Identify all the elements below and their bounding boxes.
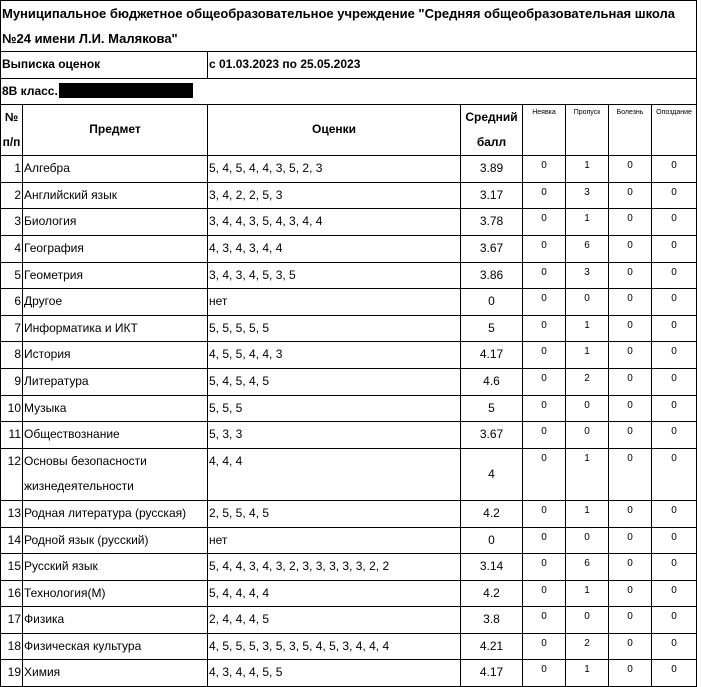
absent-cell: 0: [523, 633, 566, 660]
grades-cell: 4, 5, 5, 5, 3, 5, 3, 5, 4, 5, 3, 4, 4, 4: [208, 633, 461, 660]
absent-cell: 0: [523, 289, 566, 316]
skip-cell: 0: [566, 527, 609, 554]
illness-cell: 0: [609, 209, 652, 236]
absent-cell: 0: [523, 554, 566, 581]
average-cell: 4.2: [461, 500, 523, 527]
skip-cell: 1: [566, 315, 609, 342]
redacted-name-block: [59, 83, 193, 98]
late-cell: 0: [652, 289, 697, 316]
grades-cell: 5, 4, 5, 4, 4, 3, 5, 2, 3: [208, 156, 461, 183]
table-row: [1, 527, 697, 554]
average-cell: 3.14: [461, 554, 523, 581]
row-number: 2: [1, 182, 23, 209]
late-cell: 0: [652, 422, 697, 449]
skip-cell: 0: [566, 395, 609, 422]
row-number: 7: [1, 315, 23, 342]
illness-cell: 0: [609, 156, 652, 183]
column-header-row: [1, 105, 697, 156]
skip-cell: 1: [566, 660, 609, 687]
absent-cell: 0: [523, 422, 566, 449]
subject-cell: Английский язык: [23, 182, 208, 209]
late-cell: 0: [652, 209, 697, 236]
grades-cell: 5, 4, 4, 4, 4: [208, 580, 461, 607]
class-cell: [1, 78, 697, 105]
absent-cell: 0: [523, 209, 566, 236]
skip-cell: 1: [566, 448, 609, 500]
table-row: [1, 235, 697, 262]
grades-cell: 4, 4, 4: [208, 448, 461, 500]
illness-cell: 0: [609, 500, 652, 527]
absent-cell: 0: [523, 448, 566, 500]
row-number: 10: [1, 395, 23, 422]
skip-cell: 3: [566, 262, 609, 289]
illness-cell: 0: [609, 448, 652, 500]
subject-cell: Русский язык: [23, 554, 208, 581]
row-number: 15: [1, 554, 23, 581]
school-title: Муниципальное бюджетное общеобразовательное учреждение "Средняя общеобразовательная школа №24 имени Л.И. Малякова": [1, 1, 697, 52]
skip-cell: 6: [566, 554, 609, 581]
grades-cell: 3, 4, 3, 4, 5, 3, 5: [208, 262, 461, 289]
average-cell: 3.67: [461, 422, 523, 449]
illness-cell: 0: [609, 315, 652, 342]
grades-cell: 3, 4, 2, 2, 5, 3: [208, 182, 461, 209]
table-row: [1, 156, 697, 183]
late-cell: 0: [652, 554, 697, 581]
absent-cell: 0: [523, 235, 566, 262]
average-cell: 4.21: [461, 633, 523, 660]
average-cell: 0: [461, 289, 523, 316]
row-number: 4: [1, 235, 23, 262]
grades-cell: 3, 4, 4, 3, 5, 4, 3, 4, 4: [208, 209, 461, 236]
row-number: 1: [1, 156, 23, 183]
row-number: 14: [1, 527, 23, 554]
illness-cell: 0: [609, 580, 652, 607]
late-cell: 0: [652, 262, 697, 289]
table-row: [1, 262, 697, 289]
row-number: 18: [1, 633, 23, 660]
average-cell: 3.86: [461, 262, 523, 289]
absent-cell: 0: [523, 500, 566, 527]
illness-cell: 0: [609, 235, 652, 262]
illness-cell: 0: [609, 554, 652, 581]
skip-cell: 1: [566, 580, 609, 607]
grades-cell: 2, 4, 4, 4, 5: [208, 607, 461, 634]
table-row: [1, 368, 697, 395]
absent-cell: 0: [523, 660, 566, 687]
row-number: 12: [1, 448, 23, 500]
class-label: 8В класс.: [2, 83, 58, 98]
absent-cell: 0: [523, 527, 566, 554]
absent-cell: 0: [523, 262, 566, 289]
subject-cell: Литература: [23, 368, 208, 395]
subject-cell: Информатика и ИКТ: [23, 315, 208, 342]
grades-cell: 5, 5, 5, 5, 5: [208, 315, 461, 342]
late-cell: 0: [652, 607, 697, 634]
row-number: 13: [1, 500, 23, 527]
grades-cell: нет: [208, 527, 461, 554]
table-row: [1, 580, 697, 607]
table-row: [1, 289, 697, 316]
late-cell: 0: [652, 368, 697, 395]
illness-cell: 0: [609, 342, 652, 369]
subject-cell: Обществознание: [23, 422, 208, 449]
illness-cell: 0: [609, 633, 652, 660]
row-number: 19: [1, 660, 23, 687]
subject-cell: Геометрия: [23, 262, 208, 289]
illness-cell: 0: [609, 182, 652, 209]
late-cell: 0: [652, 156, 697, 183]
subject-cell: Биология: [23, 209, 208, 236]
table-row: [1, 448, 697, 500]
skip-cell: 6: [566, 235, 609, 262]
absent-cell: 0: [523, 395, 566, 422]
title-row: [1, 1, 697, 52]
subject-cell: Родной язык (русский): [23, 527, 208, 554]
absent-cell: 0: [523, 342, 566, 369]
subject-cell: История: [23, 342, 208, 369]
skip-cell: 1: [566, 209, 609, 236]
late-cell: 0: [652, 395, 697, 422]
late-cell: 0: [652, 235, 697, 262]
average-cell: 0: [461, 527, 523, 554]
skip-cell: 2: [566, 633, 609, 660]
subject-cell: Технология(М): [23, 580, 208, 607]
subject-cell: Физика: [23, 607, 208, 634]
skip-cell: 0: [566, 289, 609, 316]
absent-cell: 0: [523, 182, 566, 209]
subject-cell: Физическая культура: [23, 633, 208, 660]
table-row: [1, 315, 697, 342]
col-average-header: Средний балл: [461, 105, 523, 156]
row-number: 9: [1, 368, 23, 395]
illness-cell: 0: [609, 368, 652, 395]
average-cell: 4.2: [461, 580, 523, 607]
subject-cell: Родная литература (русская): [23, 500, 208, 527]
row-number: 8: [1, 342, 23, 369]
table-row: [1, 633, 697, 660]
report-period: с 01.03.2023 по 25.05.2023: [208, 52, 697, 79]
subject-cell: Музыка: [23, 395, 208, 422]
table-row: [1, 607, 697, 634]
row-number: 6: [1, 289, 23, 316]
absent-cell: 0: [523, 368, 566, 395]
table-row: [1, 209, 697, 236]
skip-cell: 1: [566, 342, 609, 369]
average-cell: 3.17: [461, 182, 523, 209]
late-cell: 0: [652, 500, 697, 527]
late-cell: 0: [652, 580, 697, 607]
average-cell: 4: [461, 448, 523, 500]
average-cell: 3.89: [461, 156, 523, 183]
average-cell: 3.67: [461, 235, 523, 262]
grades-cell: 4, 3, 4, 3, 4, 4: [208, 235, 461, 262]
skip-cell: 0: [566, 607, 609, 634]
report-label: Выписка оценок: [1, 52, 208, 79]
table-row: [1, 182, 697, 209]
illness-cell: 0: [609, 262, 652, 289]
absent-cell: 0: [523, 580, 566, 607]
absent-cell: 0: [523, 607, 566, 634]
subject-cell: Основы безопасности жизнедеятельности: [23, 448, 208, 500]
col-late-header: Опоздание: [652, 105, 697, 156]
average-cell: 5: [461, 395, 523, 422]
late-cell: 0: [652, 448, 697, 500]
grades-cell: нет: [208, 289, 461, 316]
subject-cell: География: [23, 235, 208, 262]
table-row: [1, 554, 697, 581]
grades-cell: 4, 3, 4, 4, 5, 5: [208, 660, 461, 687]
late-cell: 0: [652, 342, 697, 369]
row-number: 11: [1, 422, 23, 449]
table-row: [1, 342, 697, 369]
illness-cell: 0: [609, 289, 652, 316]
row-number: 16: [1, 580, 23, 607]
average-cell: 4.17: [461, 342, 523, 369]
illness-cell: 0: [609, 422, 652, 449]
grades-cell: 4, 5, 5, 4, 4, 3: [208, 342, 461, 369]
average-cell: 4.17: [461, 660, 523, 687]
col-absent-header: Неявка: [523, 105, 566, 156]
report-row: [1, 52, 697, 79]
grades-cell: 5, 3, 3: [208, 422, 461, 449]
table-row: [1, 500, 697, 527]
row-number: 17: [1, 607, 23, 634]
illness-cell: 0: [609, 607, 652, 634]
late-cell: 0: [652, 527, 697, 554]
skip-cell: 3: [566, 182, 609, 209]
subject-cell: Алгебра: [23, 156, 208, 183]
absent-cell: 0: [523, 315, 566, 342]
average-cell: 4.6: [461, 368, 523, 395]
subject-cell: Химия: [23, 660, 208, 687]
col-illness-header: Болезнь: [609, 105, 652, 156]
skip-cell: 0: [566, 422, 609, 449]
col-subject-header: Предмет: [23, 105, 208, 156]
row-number: 5: [1, 262, 23, 289]
col-num-header: № п/п: [1, 105, 23, 156]
grades-cell: 5, 5, 5: [208, 395, 461, 422]
late-cell: 0: [652, 660, 697, 687]
col-grades-header: Оценки: [208, 105, 461, 156]
grades-cell: 5, 4, 5, 4, 5: [208, 368, 461, 395]
illness-cell: 0: [609, 395, 652, 422]
row-number: 3: [1, 209, 23, 236]
col-skip-header: Пропуск: [566, 105, 609, 156]
skip-cell: 1: [566, 500, 609, 527]
grades-cell: 2, 5, 5, 4, 5: [208, 500, 461, 527]
absent-cell: 0: [523, 156, 566, 183]
average-cell: 3.8: [461, 607, 523, 634]
illness-cell: 0: [609, 660, 652, 687]
skip-cell: 1: [566, 156, 609, 183]
late-cell: 0: [652, 633, 697, 660]
average-cell: 3.78: [461, 209, 523, 236]
illness-cell: 0: [609, 527, 652, 554]
subject-cell: Другое: [23, 289, 208, 316]
grades-cell: 5, 4, 4, 3, 4, 3, 2, 3, 3, 3, 3, 3, 2, 2: [208, 554, 461, 581]
late-cell: 0: [652, 182, 697, 209]
skip-cell: 2: [566, 368, 609, 395]
table-row: [1, 422, 697, 449]
late-cell: 0: [652, 315, 697, 342]
table-row: [1, 395, 697, 422]
class-row: [1, 78, 697, 105]
average-cell: 5: [461, 315, 523, 342]
